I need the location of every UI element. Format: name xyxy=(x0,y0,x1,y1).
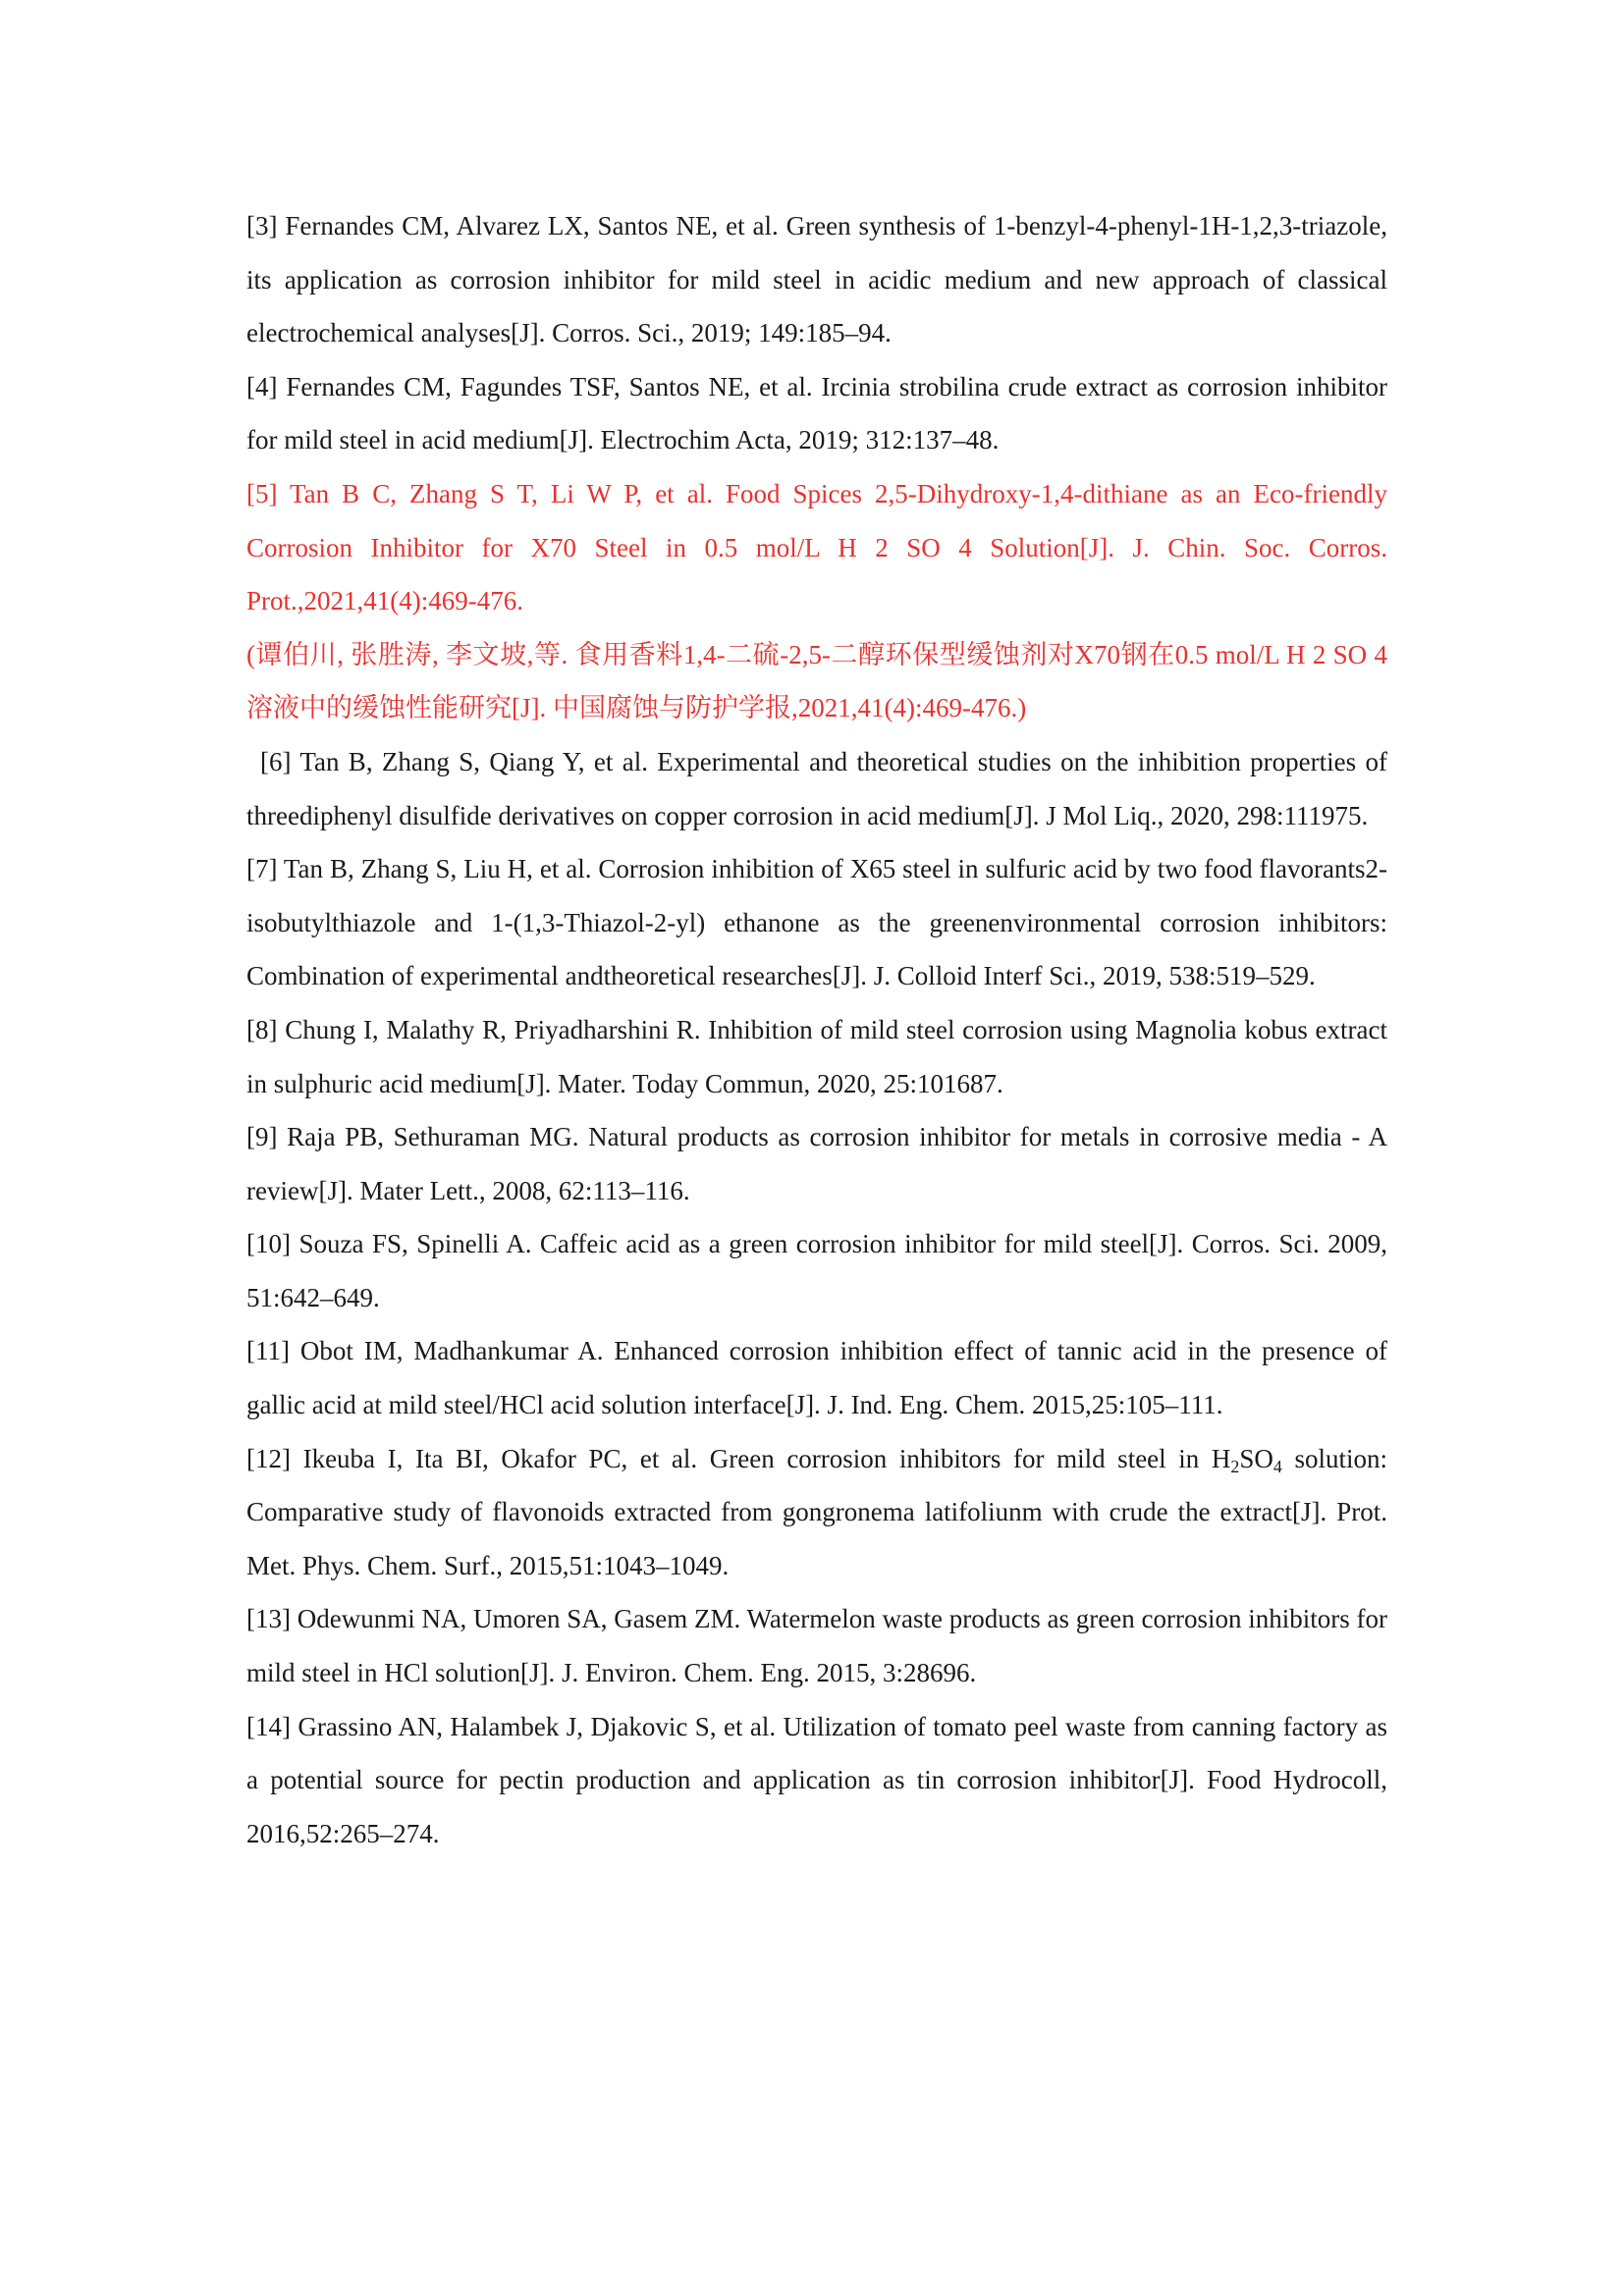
reference-12-part-2: SO xyxy=(1239,1443,1273,1473)
reference-9: [9] Raja PB, Sethuraman MG. Natural products as corrosion inhibitor for metals in corrosive media - A review[J]. Mater Lett., 2008, 62:113–116. xyxy=(246,1122,1387,1205)
reference-14: [14] Grassino AN, Halambek J, Djakovic S, et al. Utilization of tomato peel waste from canning factory as a potential source for pectin production and application as tin corrosion inhibitor[J]. Food Hydrocoll, 2016,52:265–274. xyxy=(246,1711,1387,1848)
reference-13: [13] Odewunmi NA, Umoren SA, Gasem ZM. Watermelon waste products as green corrosion inhibitors for mild steel in HCl solution[J]. J. Environ. Chem. Eng. 2015, 3:28696. xyxy=(246,1604,1387,1688)
reference-5: [5] Tan B C, Zhang S T, Li W P, et al. Food Spices 2,5-Dihydroxy-1,4-dithiane as an Eco-friendly Corrosion Inhibitor for X70 Steel in 0.5 mol/L H 2 SO 4 Solution[J]. J. Chin. Soc. Corros. Prot.,2021,41(4):469-476. xyxy=(246,478,1387,616)
reference-list xyxy=(246,199,1387,1860)
reference-8: [8] Chung I, Malathy R, Priyadharshini R. Inhibition of mild steel corrosion using Magnolia kobus extract in sulphuric acid medium[J]. Mater. Today Commun, 2020, 25:101687. xyxy=(246,1014,1387,1098)
reference-12 xyxy=(246,1432,1387,1593)
reference-4: [4] Fernandes CM, Fagundes TSF, Santos NE, et al. Ircinia strobilina crude extract as corrosion inhibitor for mild steel in acid medium[J]. Electrochim Acta, 2019; 312:137–48. xyxy=(246,371,1387,455)
reference-12-subscript-2: 4 xyxy=(1272,1456,1282,1476)
reference-12-subscript-1: 2 xyxy=(1230,1456,1240,1476)
reference-10: [10] Souza FS, Spinelli A. Caffeic acid as a green corrosion inhibitor for mild steel[J]. Corros. Sci. 2009, 51:642–649. xyxy=(246,1229,1387,1312)
reference-11: [11] Obot IM, Madhankumar A. Enhanced corrosion inhibition effect of tannic acid in the presence of gallic acid at mild steel/HCl acid solution interface[J]. J. Ind. Eng. Chem. 2015,25:105–111. xyxy=(246,1336,1387,1420)
reference-12-part-1: [12] Ikeuba I, Ita BI, Okafor PC, et al. Green corrosion inhibitors for mild steel in H xyxy=(246,1443,1231,1473)
reference-6: [6] Tan B, Zhang S, Qiang Y, et al. Experimental and theoretical studies on the inhibition properties of threediphenyl disulfide derivatives on copper corrosion in acid medium[J]. J Mol Liq., 2020, 298:111975. xyxy=(246,746,1387,830)
reference-3: [3] Fernandes CM, Alvarez LX, Santos NE, et al. Green synthesis of 1-benzyl-4-phenyl-1H-1,2,3-triazole, its application as corrosion inhibitor for mild steel in acidic medium and new approach of classical electrochemical analyses[J]. Corros. Sci., 2019; 149:185–94. xyxy=(246,211,1387,348)
reference-5-chinese: (谭伯川, 张胜涛, 李文坡,等. 食用香料1,4-二硫-2,5-二醇环保型缓蚀剂对X70钢在0.5 mol/L H 2 SO 4 溶液中的缓蚀性能研究[J]. 中国腐蚀与防护学报,2021,41(4):469-476.) xyxy=(246,639,1387,723)
reference-7: [7] Tan B, Zhang S, Liu H, et al. Corrosion inhibition of X65 steel in sulfuric acid by two food flavorants2-isobutylthiazole and 1-(1,3-Thiazol-2-yl) ethanone as the greenenvironmental corrosion inhibitors: Combination of experimental andtheoretical researches[J]. J. Colloid Interf Sci., 2019, 538:519–529. xyxy=(246,854,1387,991)
reference-12-part-3: solution: Comparative study of flavonoids extracted from gongronema latifoliunm with crude the extract[J]. Prot. Met. Phys. Chem. Surf., 2015,51:1043–1049. xyxy=(246,1443,1388,1580)
